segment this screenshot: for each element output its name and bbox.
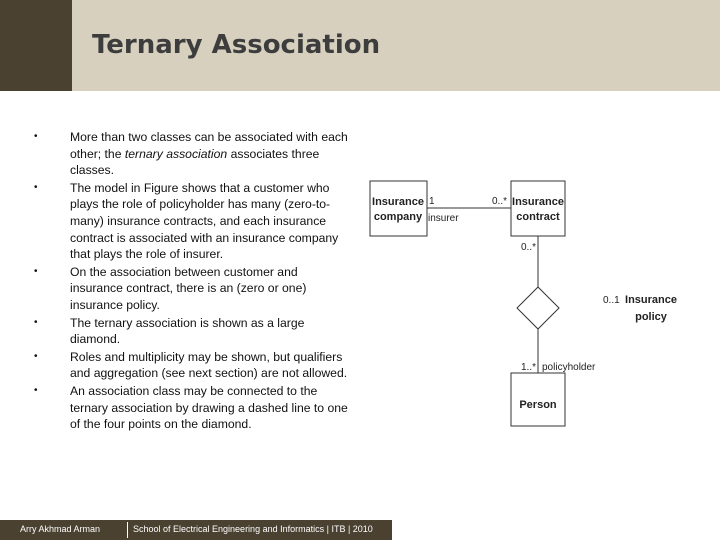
bullet-marker: • (34, 316, 38, 328)
footer-school: School of Electrical Engineering and Informatics | ITB | 2010 (133, 524, 373, 534)
bullet-emphasis: ternary association (124, 146, 228, 161)
bullet-text: More than two classes can be associated with each other; the (70, 130, 348, 161)
insurance-company-label-line1: Insurance (372, 196, 424, 208)
insurance-contract-class (511, 181, 565, 236)
bullet-item (30, 264, 352, 314)
bullet-text-tail: associates three classes. (70, 146, 320, 178)
insurance-contract-label-line1: Insurance (512, 196, 564, 208)
multiplicity-person: 1..* (521, 362, 537, 373)
bullet-marker: • (34, 350, 38, 362)
bullet-item (30, 180, 352, 263)
header-accent-bar (0, 0, 72, 91)
person-label: Person (519, 399, 557, 411)
bullet-text: The model in Figure shows that a customer who plays the role of policyholder has many (zero-to-many) insurance contracts, and each insurance contract is associated with an insurance company that plays the role of insurer. (70, 180, 339, 262)
bullet-text: Roles and multiplicity may be shown, but qualifiers and aggregation (see next section) are not allowed. (70, 349, 348, 381)
footer-separator (127, 522, 128, 538)
bullet-marker: • (34, 265, 38, 277)
bullet-item (30, 129, 352, 179)
bullet-marker: • (34, 131, 38, 142)
multiplicity-contract-below: 0..* (521, 242, 537, 253)
insurance-policy-label-line2: policy (635, 311, 667, 323)
role-policyholder: policyholder (542, 362, 596, 373)
insurance-policy-label-line1: Insurance (625, 294, 677, 306)
bullet-marker: • (34, 384, 38, 396)
slide-footer (0, 520, 392, 540)
footer-author: Arry Akhmad Arman (20, 524, 101, 534)
insurance-contract-label-line2: contract (516, 211, 560, 223)
bullet-text: An association class may be connected to the ternary association by drawing a dashed line to one of the four points on the diamond. (70, 383, 348, 432)
bullet-list (30, 129, 352, 433)
ternary-association-diagram (360, 170, 677, 430)
insurance-company-label-line2: company (373, 211, 423, 223)
bullet-marker: • (34, 181, 38, 193)
bullet-item (30, 383, 352, 433)
multiplicity-policy: 0..1 (603, 295, 620, 306)
bullet-text: The ternary association is shown as a large diamond. (70, 315, 305, 347)
multiplicity-company: 1 (429, 196, 435, 207)
role-insurer: insurer (428, 213, 459, 224)
slide-title: Ternary Association (92, 30, 381, 60)
multiplicity-contract-left: 0..* (491, 196, 507, 207)
ternary-diamond (517, 287, 559, 329)
slide-header (0, 0, 720, 91)
insurance-company-class (370, 181, 427, 236)
bullet-text: On the association between customer and insurance contract, there is an (zero or one) insurance policy. (70, 264, 307, 312)
bullet-item (30, 349, 352, 382)
bullet-item (30, 315, 352, 348)
